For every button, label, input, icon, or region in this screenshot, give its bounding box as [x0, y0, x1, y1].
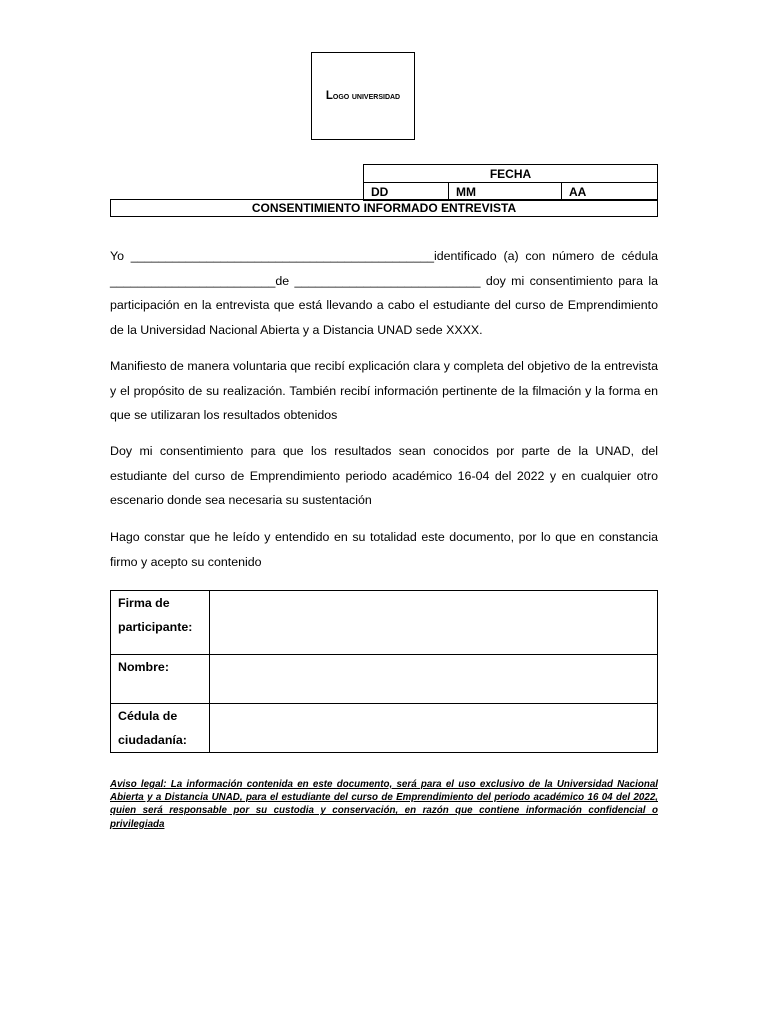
- paragraph-text: Doy mi consentimiento para que los resultados sean conocidos por parte de la UNAD, del estudiante del curso de Emprendimiento periodo académico 16-04 del 2022 y en cualquier otro escenario donde sea necesaria su sustentación: [110, 444, 658, 507]
- paragraph-text: Manifiesto de manera voluntaria que recibí explicación clara y completa del objetivo de la entrevista y el propósito de su realización. También recibí información pertinente de la filmación y la forma en que se utilizaran los resultados obtenidos: [110, 359, 658, 422]
- logo-text: Logo universidad: [325, 90, 401, 102]
- signature-label: Firma de participante:: [111, 591, 210, 655]
- consent-paragraph-1: [110, 244, 658, 342]
- logo-placeholder: [311, 52, 415, 140]
- signature-table: [110, 590, 658, 753]
- month-field[interactable]: MM: [449, 183, 562, 201]
- consent-paragraph-2: [110, 354, 658, 428]
- year-field[interactable]: AA: [562, 183, 658, 201]
- paragraph-text: Yo ____________________________________________identificado (a) con número de cédula ________________________de ___________________________ doy mi consentimiento para la participación en la entrevista que está llevando a cabo el estudiante del curso de Emprendimiento de la Universidad Nacional Abierta y a Distancia UNAD sede XXXX.: [110, 249, 658, 337]
- document-title: CONSENTIMIENTO INFORMADO ENTREVISTA: [110, 199, 658, 217]
- day-field[interactable]: DD: [364, 183, 449, 201]
- legal-notice: Aviso legal: La información contenida en este documento, será para el uso exclusivo de la Universidad Nacional Abierta y a Distancia UNAD, para el estudiante del curso de Emprendimiento del periodo académico 16 04 del 2022, quien será responsable por su custodia y conservación, en razón que contiene información confidencial o privilegiada: [110, 779, 658, 830]
- signature-field[interactable]: [210, 591, 658, 655]
- consent-paragraph-4: [110, 525, 658, 574]
- date-table: [363, 164, 658, 201]
- paragraph-text: Hago constar que he leído y entendido en su totalidad este documento, por lo que en constancia firmo y acepto su contenido: [110, 530, 658, 569]
- name-label: Nombre:: [111, 655, 210, 704]
- name-field[interactable]: [210, 655, 658, 704]
- id-number-field[interactable]: [210, 704, 658, 753]
- consent-paragraph-3: [110, 439, 658, 513]
- id-number-label: Cédula de ciudadanía:: [111, 704, 210, 753]
- date-header: FECHA: [364, 165, 658, 183]
